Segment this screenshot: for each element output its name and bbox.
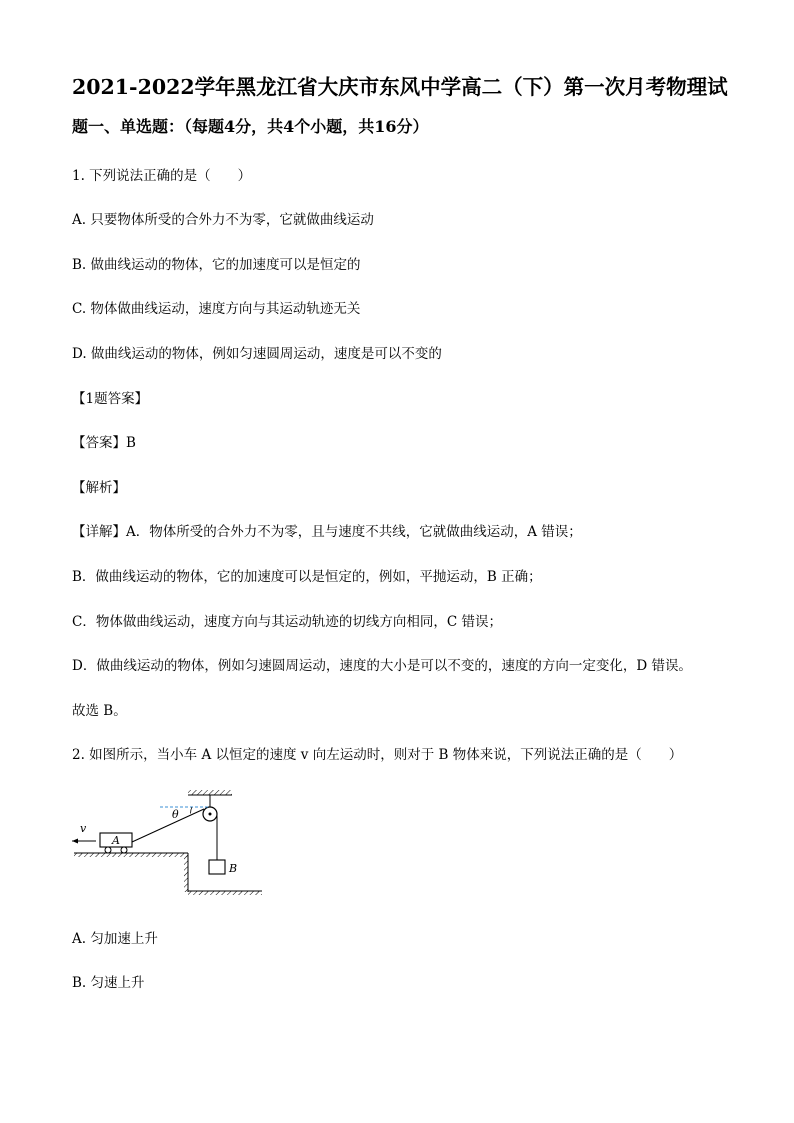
cart-label: A <box>112 834 120 847</box>
q1-detail-c: C．物体做曲线运动，速度方向与其运动轨迹的切线方向相同，C 错误； <box>72 614 502 630</box>
rope-slanted <box>132 809 204 842</box>
q1-detail-a: 【详解】A．物体所受的合外力不为零，且与速度不共线，它就做曲线运动，A 错误； <box>72 524 582 540</box>
q1-option-d: D. 做曲线运动的物体，例如匀速圆周运动，速度是可以不变的 <box>72 346 442 362</box>
block-b <box>209 860 225 874</box>
pulley-icon <box>203 807 217 821</box>
q1-answer-heading: 【1题答案】 <box>72 391 149 407</box>
floor <box>188 891 262 895</box>
page-title: 2021-2022学年黑龙江省大庆市东风中学高二（下）第一次月考物理试 <box>72 75 728 99</box>
q1-analysis-heading: 【解析】 <box>72 480 126 496</box>
q1-answer: 【答案】B <box>72 435 136 451</box>
q2-option-a: A. 匀加速上升 <box>72 931 158 947</box>
velocity-label: v <box>80 822 87 835</box>
ceiling <box>188 790 232 795</box>
angle-arc <box>190 807 192 814</box>
theta-label: θ <box>172 808 179 821</box>
velocity-arrow-icon <box>72 839 96 844</box>
q1-detail-d: D．做曲线运动的物体，例如匀速圆周运动，速度的大小是可以不变的，速度的方向一定变化，D 错误。 <box>72 658 692 674</box>
q1-option-c: C. 物体做曲线运动，速度方向与其运动轨迹无关 <box>72 301 361 317</box>
section-header: 题一、单选题：（每题4分，共4个小题，共16分） <box>72 117 429 136</box>
question-1-stem: 1. 下列说法正确的是（ ） <box>72 168 252 184</box>
q1-detail-b: B．做曲线运动的物体，它的加速度可以是恒定的，例如，平抛运动，B 正确； <box>72 569 542 585</box>
block-label: B <box>229 862 238 875</box>
q1-option-b: B. 做曲线运动的物体，它的加速度可以是恒定的 <box>72 257 361 273</box>
cart-a <box>100 833 132 853</box>
q1-option-a: A. 只要物体所受的合外力不为零，它就做曲线运动 <box>72 212 374 228</box>
q2-option-b: B. 匀速上升 <box>72 975 145 991</box>
pulley-diagram <box>68 788 268 898</box>
question-2-stem: 2. 如图所示，当小车 A 以恒定的速度 v 向左运动时，则对于 B 物体来说，下列说法正确的是（ ） <box>72 747 683 763</box>
table-surface <box>74 853 188 892</box>
q1-conclusion: 故选 B。 <box>72 703 127 719</box>
